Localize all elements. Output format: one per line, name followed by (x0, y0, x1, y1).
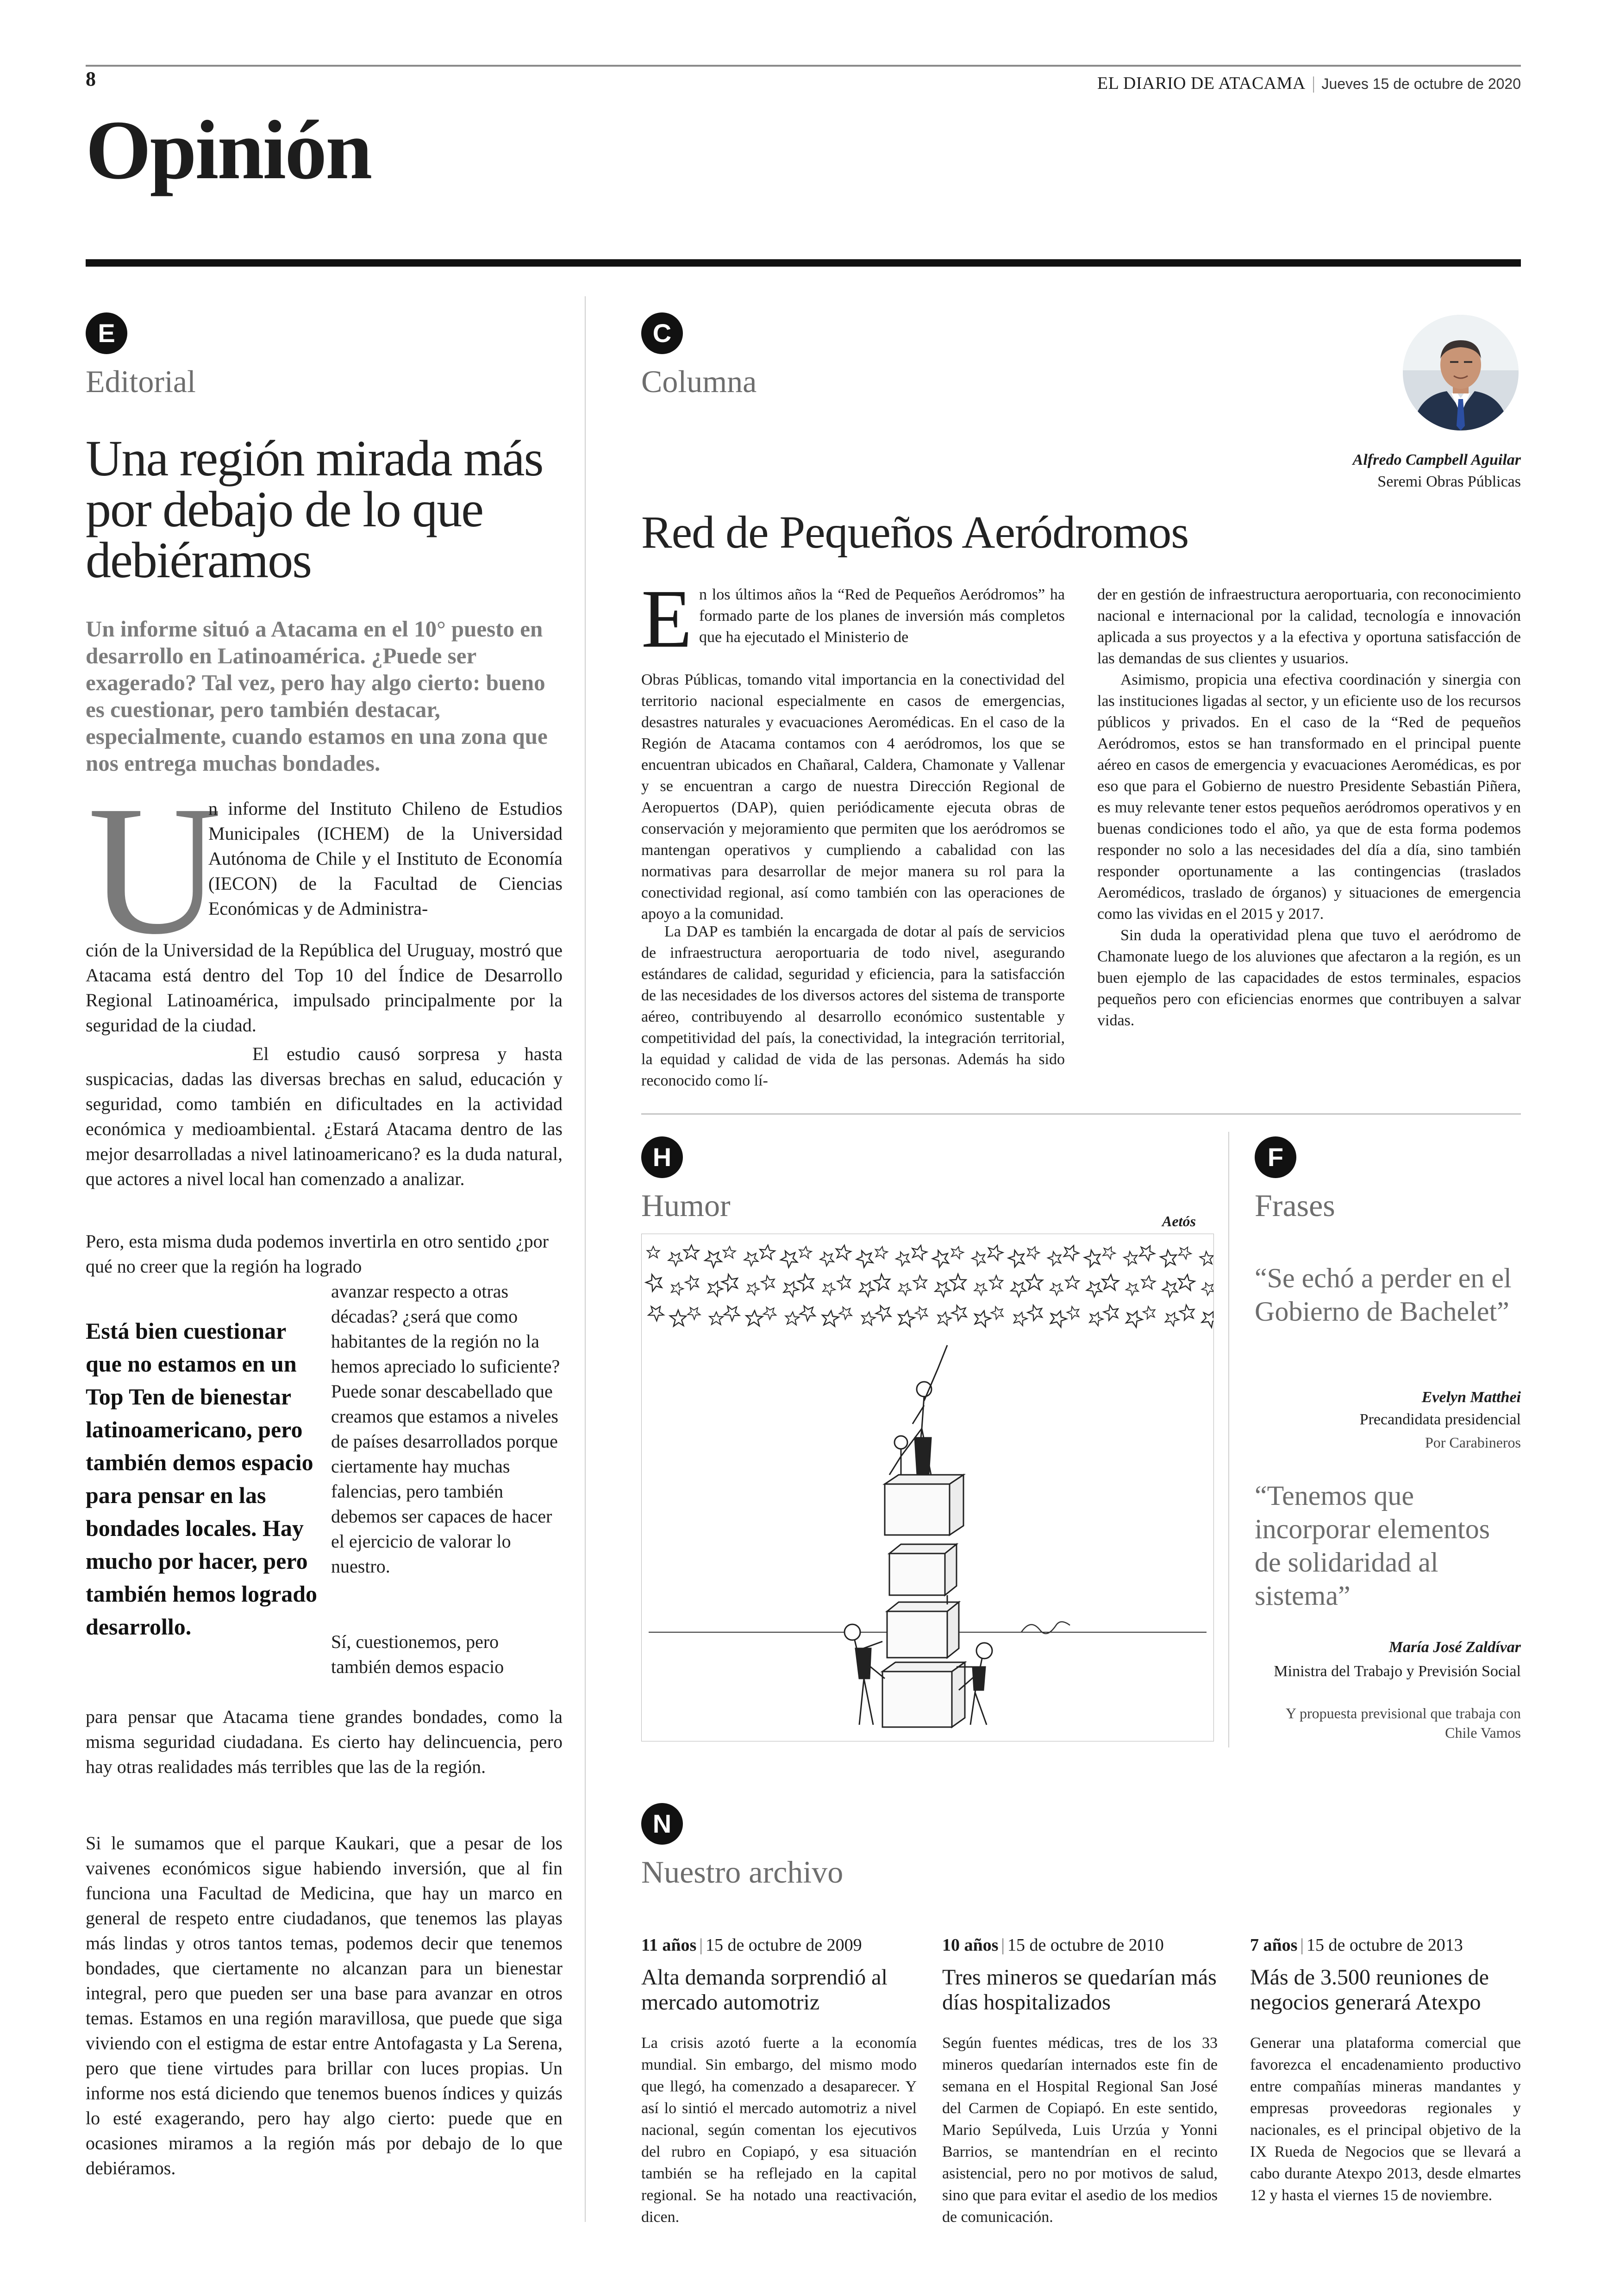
archive-years: 11 años (641, 1935, 697, 1955)
editorial-paragraph: El estudio causó sorpresa y hasta suspicacias, dadas las diversas brechas en salud, educación y seguridad, como también en dificultades en la actividad económica y medioambiental. ¿Estará Atacama dentro de las mejor desarrolladas a nivel latinoamericano? es la duda natural, que actores a nivel local han comenzado a analizar. (86, 1043, 563, 1189)
column-label: Columna (641, 364, 757, 399)
star-icon (723, 1246, 736, 1259)
star-icon (897, 1280, 913, 1297)
star-icon (988, 1274, 1005, 1291)
column-divider (585, 296, 586, 2222)
star-icon (1012, 1310, 1029, 1326)
top-rule (86, 65, 1521, 67)
star-icon (667, 1249, 685, 1267)
star-icon (647, 1247, 660, 1258)
star-icon (760, 1273, 778, 1292)
star-icon (1177, 1244, 1193, 1260)
quote-author-role: Precandidata presidencial (1359, 1411, 1521, 1428)
column-paragraph: Obras Públicas, tomando vital importancia en la conectividad del territorio nacional especialmente en casos de emergencias, desastres naturales y evacuaciones Aeromédicas. En el caso de la Región de Atacama contamos con 4 aeródromos, los que se encuentran ubicados en Chañaral, Caldera, Chamonate y Vallenar y se encuentran a cargo de nuestra Dirección Regional de Aeropuertos (DAP), quien periódicamente ejecuta obras de conservación y mejoramiento que permiten que los aeródromos se mantengan operativos y cumpliendo a cabalidad con las normativas para desarrollar de mejor manera su rol para la conectividad regional, así como también con las operaciones de apoyo a la comunidad. (641, 671, 1065, 923)
frases-label: Frases (1255, 1188, 1335, 1223)
column-paragraph: La DAP es también la encargada de dotar al país de servicios de infraestructura aeroportuaria de todo nivel, asegurando estándares de calidad, seguridad y eficiencia, para la satisfacción de las necesidades de los diversos actores del sistema de transporte aéreo, contribuyendo al desarrollo económico sustentable y competitividad del país, la conectividad, la integración territorial, la equidad y calidad de vida de las personas. Además ha sido reconocido como lí- (641, 923, 1065, 1089)
star-icon (686, 1304, 702, 1321)
editorial-deck: Un informe situó a Atacama en el 10° puesto en desarrollo en Latinoamérica. ¿Puede ser exagerado? Tal vez, pero hay algo cierto: bueno es cuestionar, pero también destacar, especialmente, cuando estamos en una zona que nos entrega muchas bondades. (86, 616, 548, 776)
star-icon (779, 1247, 801, 1269)
archive-body: Según fuentes médicas, tres de los 33 mineros quedarían internados este fin de semana en el Hospital Regional San José del Carmen de Copiapó. En este sentido, Mario Sepúlveda, Luis Urzúa y Yonni Barrios, se mantendrían en el recinto asistencial, pero no por motivos de salud, sino que para evitar el asedio de los medios de comunicación. (942, 2034, 1218, 2226)
star-icon (709, 1312, 723, 1325)
star-icon (1177, 1273, 1195, 1291)
star-icon (834, 1244, 851, 1260)
column-paragraph: Asimismo, propicia una efectiva coordinación y sinergia con las instituciones ligadas al sector, y un eficiente uso de los recursos públicos y privados. En el caso de la “Red de pequeños Aeródromos, estos se han transformado en el principal puente aéreo en casos de emergencia y evacuaciones Aeromédicas, es por eso que para el Gobierno de nuestro Presidente Sebastián Piñera, es muy relevante tener estos pequeños aeródromos operativos y en buenas condiciones todo el año, ya que de esta forma podemos responder no solo a las necesidades del día a día, sino también responder oportunamente a las contingencias (traslados Aeromédicos, traslado de órganos) y situaciones de emergencia como las vividas en el 2015 y 2017. (1097, 671, 1521, 923)
editorial-paragraph: Pero, esta misma duda podemos invertirla en otro sentido ¿por qué no creer que la región ha logrado (86, 1231, 549, 1277)
column-headline: Red de Pequeños Aeródromos (641, 506, 1189, 558)
column-second-col (1097, 584, 1521, 1031)
star-icon (1199, 1249, 1213, 1267)
archivo-label: Nuestro archivo (641, 1854, 844, 1890)
star-icon (1124, 1280, 1141, 1297)
archive-headline: Más de 3.500 reuniones de negocios generará Atexpo (1250, 1965, 1489, 2015)
column-dropcap: E (641, 573, 692, 665)
star-icon (1066, 1304, 1082, 1321)
editorial-headline: Una región mirada más por debajo de lo que debiéramos (86, 430, 543, 588)
quote-note: Y propuesta previsional que trabaja con Chile Vamos (1286, 1705, 1521, 1741)
star-icon (785, 1311, 800, 1325)
editorial-paragraph: ción de la Universidad de la República del Uruguay, mostró que Atacama está dentro del Top 10 del Índice de Desarrollo Regional Latinoamérica, impulsado principalmente por la seguridad de la ciudad. (86, 940, 563, 1036)
star-icon (1083, 1248, 1104, 1269)
archivo-badge: N (641, 1803, 683, 1845)
star-icon (745, 1310, 763, 1326)
star-icon (1201, 1280, 1213, 1297)
section-divider (641, 1113, 1521, 1115)
star-icon (874, 1302, 894, 1323)
humor-label: Humor (641, 1188, 731, 1223)
editorial-pull-quote: Está bien cuestionar que no estamos en un Top Ten de bienestar latinoamericano, pero también demos espacio para pensar en las bondades locales. Hay mucho por hacer, pero también hemos logrado desarrollo. (86, 1318, 317, 1640)
star-icon (821, 1280, 837, 1296)
cartoon-drawing (642, 1234, 1213, 1741)
newspaper-name: EL DIARIO DE ATACAMA (1097, 74, 1306, 93)
star-icon (684, 1273, 702, 1292)
star-icon (897, 1309, 916, 1327)
star-icon (855, 1247, 877, 1269)
star-icon (798, 1246, 812, 1259)
column-divider (1228, 1132, 1229, 1747)
quote-text: “Se echó a perder en el Gobierno de Bachelet” (1255, 1263, 1512, 1327)
star-icon (913, 1273, 930, 1291)
star-icon (950, 1245, 965, 1259)
star-icon (1199, 1308, 1213, 1329)
quote-author: Evelyn Matthei (1421, 1389, 1521, 1406)
editorial-dropcap: U (88, 767, 222, 973)
author-role: Seremi Obras Públicas (1377, 473, 1521, 490)
quote-author-role: Ministra del Trabajo y Previsión Social (1274, 1663, 1521, 1680)
star-icon (1102, 1302, 1122, 1323)
archive-years: 10 años (942, 1935, 999, 1955)
star-icon (1163, 1310, 1181, 1327)
star-icon (936, 1310, 952, 1326)
star-icon (1048, 1280, 1065, 1297)
star-icon (1124, 1308, 1145, 1329)
star-icon (836, 1273, 854, 1292)
star-icon (1065, 1275, 1079, 1289)
star-icon (1101, 1244, 1117, 1260)
star-icon (949, 1272, 969, 1293)
issue-date: Jueves 15 de octubre de 2020 (1321, 75, 1521, 92)
editorial-paragraph: avanzar respecto a otras décadas? ¿será que como habitantes de la región no la hemos apreciado lo suficiente? Puede sonar descabellado que creamos que estamos a niveles de países desarrollados porque ciertamente hay muchas falencias, pero también debemos ser capaces de hacer el ejercicio de valorar lo nuestro. (331, 1281, 560, 1577)
quote-text: “Tenemos que incorporar elementos de solidaridad al sistema” (1255, 1480, 1490, 1611)
star-icon (821, 1310, 839, 1327)
star-icon (972, 1309, 992, 1328)
star-icon (1026, 1274, 1043, 1290)
star-icon (973, 1280, 989, 1297)
star-icon (1123, 1249, 1140, 1267)
archive-headline: Alta demanda sorprendió al mercado automotriz (641, 1965, 888, 2015)
star-icon (838, 1304, 855, 1321)
star-icon (873, 1272, 894, 1293)
star-icon (1142, 1304, 1158, 1321)
star-icon (857, 1279, 877, 1298)
column-paragraph: Sin duda la operatividad plena que tuvo el aeródromo de Chamonate luego de los aluviones que afectaron a la región, es un buen ejemplo de las capacidades de estos terminales, espacios pequeños pero con eficiencias enormes que contribuyen a salvar vidas. (1097, 927, 1521, 1029)
star-icon (894, 1249, 913, 1268)
star-icon (1062, 1243, 1081, 1261)
author-photo (1403, 315, 1519, 430)
star-icon (1088, 1310, 1105, 1327)
star-icon (1101, 1274, 1119, 1291)
editorial-label: Editorial (86, 364, 196, 399)
star-icon (669, 1281, 685, 1296)
star-icon (990, 1304, 1007, 1321)
star-icon (860, 1311, 876, 1326)
star-icon (759, 1244, 775, 1260)
star-icon (1046, 1249, 1064, 1267)
star-icon (950, 1302, 970, 1323)
cartoon-credit: Aetós (1162, 1213, 1196, 1229)
editorial-paragraph: n informe del Instituto Chileno de Estudios Municipales (ICHEM) de la Universidad Autónoma de Chile y el Instituto de Economía (IECON) de la Facultad de Ciencias Económicas y de Administra- (208, 798, 563, 919)
archive-date: 15 de octubre de 2009 (705, 1935, 862, 1955)
frases-badge: F (1255, 1136, 1296, 1178)
star-icon (986, 1243, 1004, 1261)
column-paragraph: n los últimos años la “Red de Pequeños Aeródromos” ha formado parte de los planes de inversión más completos que ha ejecutado el Ministerio de (699, 586, 1065, 646)
archive-date: 15 de octubre de 2013 (1307, 1935, 1463, 1955)
star-icon (798, 1302, 819, 1323)
author-name: Alfredo Campbell Aguilar (1352, 451, 1521, 468)
archive-body: Generar una plataforma comercial que favorezca el encadenamiento productivo entre compañías mineras mandantes y empresas proveedoras regionales y nacionales, es el principal objetivo de la IX Rueda de Negocios que se llevará a cabo durante Atexpo 2013, desde elmartes 12 y hasta el viernes 15 de noviembre. (1250, 2034, 1521, 2204)
star-icon (874, 1245, 888, 1259)
star-icon (933, 1278, 953, 1298)
star-icon (1048, 1308, 1068, 1328)
star-icon (931, 1247, 953, 1269)
archive-body: La crisis azotó fuerte a la economía mundial. Sin embargo, del mismo modo que llegó, ha comenzado a desaparecer. Y así lo sintió el mercado automotriz a nivel nacional, según comentan los ejecutivos del rubro en Copiapó, y esa situación también se ha reflejado en la capital regional. Se ha notado una reactivación, dicen. (641, 2034, 917, 2226)
page-number: 8 (86, 68, 96, 90)
editorial-paragraph: Si le sumamos que el parque Kaukari, que a pesar de los vaivenes económicos sigue habiendo inversión, que al fin funciona una Facultad de Medicina, que hay un marco en general de respeto entre ciudadanos, que tenemos las playas más lindas y otros tantos temas, podemos decir que tenemos bondades, que ciertamente no alcanzan para un bienestar integral, pero que pueden ser una base para avanzar en otros temas. Estamos en una región maravillosa, que puede que siga viviendo con el estigma de estar entre Antofagasta y La Serena, pero que tiene virtudes para brillar con luces propias. Un informe nos está diciendo que tenemos buenos índices y quizás lo esté exagerando, pero hay algo cierto: puede que en ocasiones miramos a la región más por debajo de lo que debiéramos. (86, 1833, 563, 2178)
star-icon (720, 1271, 742, 1293)
star-icon (1141, 1275, 1156, 1289)
star-icon (669, 1308, 688, 1329)
archive-meta: 7 años | 15 de octubre de 2013 (1250, 1935, 1463, 1955)
archive-meta: 11 años | 15 de octubre de 2009 (641, 1935, 862, 1955)
archive-meta: 10 años | 15 de octubre de 2010 (942, 1935, 1164, 1955)
star-icon (970, 1249, 989, 1267)
star-icon (762, 1304, 779, 1321)
star-icon (1026, 1302, 1046, 1323)
star-icon (1007, 1247, 1029, 1269)
star-icon (703, 1247, 725, 1269)
star-icon (796, 1272, 818, 1293)
archive-headline: Tres mineros se quedarían más días hospitalizados (942, 1965, 1217, 2015)
star-icon (1085, 1278, 1105, 1298)
star-icon (722, 1302, 743, 1323)
star-icon (1137, 1242, 1157, 1261)
humor-badge: H (641, 1136, 683, 1178)
star-icon (1025, 1245, 1041, 1260)
masthead-separator: | (1312, 74, 1315, 93)
star-icon (683, 1245, 699, 1259)
column-paragraph: der en gestión de infraestructura aeroportuaria, con reconocimiento nacional e internacional por la calidad, tecnología e innovación aplicada a sus proyectos y a la efectiva y oportuna satisfacción de las demandas de sus clientes y usuarios. (1097, 586, 1521, 667)
star-icon (1159, 1248, 1180, 1269)
cartoon-image (641, 1234, 1214, 1741)
section-title: Opinión (86, 104, 371, 197)
column-badge: C (641, 312, 683, 354)
archive-date: 15 de octubre de 2010 (1007, 1935, 1164, 1955)
star-icon (646, 1302, 667, 1322)
star-icon (745, 1280, 761, 1296)
star-icon (644, 1271, 666, 1293)
archive-years: 7 años (1250, 1935, 1298, 1955)
section-rule (86, 259, 1521, 267)
star-icon (910, 1243, 928, 1260)
editorial-badge: E (86, 312, 127, 354)
masthead (1097, 73, 1521, 94)
star-icon (914, 1304, 931, 1321)
editorial-paragraph: para pensar que Atacama tiene grandes bondades, como la misma seguridad ciudadana. Es cierto hay delincuencia, pero hay otras realidades más terribles que las de la región. (86, 1706, 563, 1777)
star-icon (743, 1249, 762, 1267)
star-icon (819, 1249, 837, 1267)
star-icon (1009, 1278, 1029, 1298)
quote-author: María José Zaldívar (1388, 1639, 1521, 1656)
quote-note: Por Carabineros (1425, 1434, 1521, 1451)
star-icon (1178, 1303, 1198, 1323)
star-icon (1161, 1278, 1181, 1298)
editorial-paragraph: Sí, cuestionemos, pero también demos espacio (331, 1631, 504, 1677)
